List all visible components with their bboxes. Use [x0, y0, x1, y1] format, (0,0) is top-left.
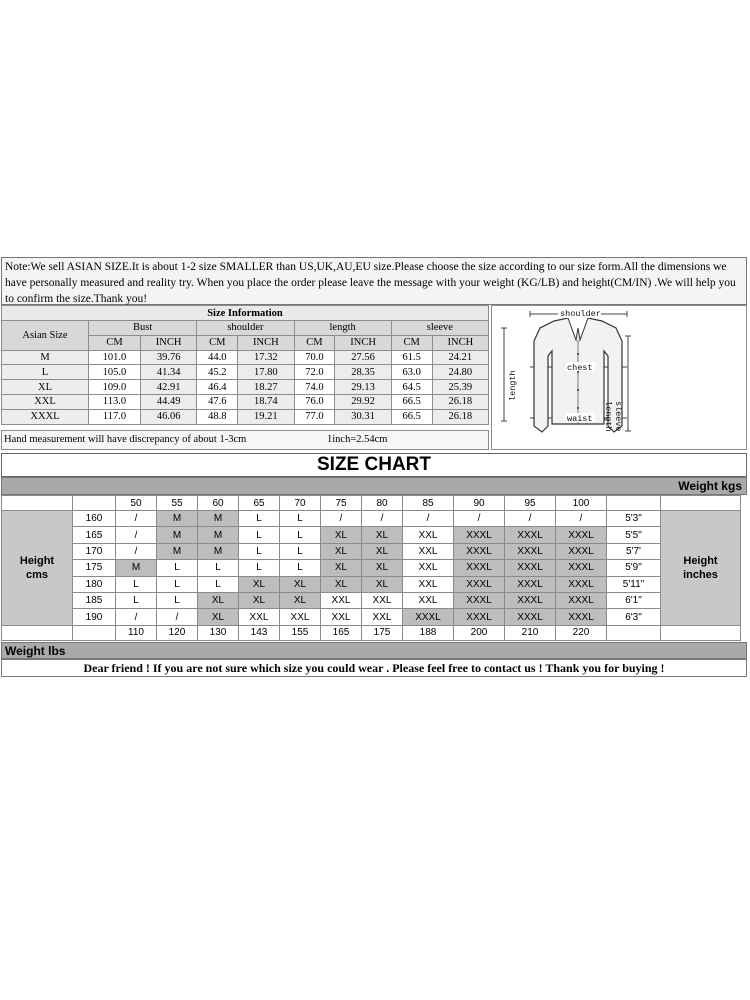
corner-cell — [607, 625, 661, 640]
weight-kg-header: 90 — [454, 496, 505, 511]
measurement-cell: 42.91 — [140, 380, 196, 395]
measurement-cell: 63.0 — [391, 365, 432, 380]
corner-cell — [2, 625, 73, 640]
measurement-cell: 28.35 — [335, 365, 391, 380]
size-cell: M — [198, 543, 239, 559]
measurement-cell: 24.21 — [432, 350, 488, 365]
size-cell: XXL — [403, 592, 454, 608]
height-cm-value: 180 — [73, 576, 116, 592]
weight-lbs-header: 188 — [403, 625, 454, 640]
size-chart-row — [2, 511, 741, 527]
measurement-cell: 19.21 — [238, 409, 294, 424]
height-inch-value: 6'3" — [607, 609, 661, 625]
size-cell: M — [157, 511, 198, 527]
size-cell: XXXL — [403, 609, 454, 625]
corner-cell — [607, 496, 661, 511]
height-cm-value: 185 — [73, 592, 116, 608]
size-cell: XXL — [403, 560, 454, 576]
size-cell: M — [157, 527, 198, 543]
size-info-row — [2, 380, 489, 395]
size-cell: XL — [280, 592, 321, 608]
corner-cell — [661, 625, 741, 640]
measurement-cell: 27.56 — [335, 350, 391, 365]
size-cell: XXL — [239, 609, 280, 625]
size-cell: L — [157, 592, 198, 608]
measurement-cell: 101.0 — [89, 350, 141, 365]
size-chart-title: SIZE CHART — [1, 453, 747, 477]
height-cm-value: 175 — [73, 560, 116, 576]
size-cell: XL — [321, 543, 362, 559]
measurement-cell: 39.76 — [140, 350, 196, 365]
size-cell: XXXL — [454, 576, 505, 592]
inch-conversion-note: 1inch=2.54cm — [327, 434, 388, 445]
size-cell: L — [280, 543, 321, 559]
size-info-row — [2, 350, 489, 365]
unit-header: INCH — [432, 335, 488, 350]
size-cell: XXXL — [454, 592, 505, 608]
size-cell: / — [505, 511, 556, 527]
weight-kg-header: 70 — [280, 496, 321, 511]
corner-cell — [661, 496, 741, 511]
height-inches-label — [661, 511, 741, 626]
weight-kg-header: 60 — [198, 496, 239, 511]
size-cell: L — [239, 511, 280, 527]
size-cell: L — [280, 527, 321, 543]
unit-header: CM — [294, 335, 335, 350]
weight-lbs-header: 220 — [556, 625, 607, 640]
size-info-title: Size Information — [2, 306, 489, 321]
size-cell: XXXL — [556, 560, 607, 576]
height-inch-value: 5'9" — [607, 560, 661, 576]
size-cell: / — [116, 543, 157, 559]
size-cell: XXL — [362, 592, 403, 608]
size-info-row — [2, 394, 489, 409]
size-cell: L — [198, 576, 239, 592]
measurement-note-bar — [1, 430, 489, 450]
size-label: M — [2, 350, 89, 365]
weight-lbs-header: 130 — [198, 625, 239, 640]
size-cell: XL — [239, 576, 280, 592]
size-label: XXXL — [2, 409, 89, 424]
size-cell: XXXL — [505, 592, 556, 608]
unit-header: CM — [89, 335, 141, 350]
height-cm-value: 160 — [73, 511, 116, 527]
size-cell: L — [157, 560, 198, 576]
sleeve-label: sleeve — [613, 401, 623, 432]
height-inch-value: 5'3" — [607, 511, 661, 527]
asian-size-header: Asian Size — [2, 321, 89, 351]
measurement-cell: 64.5 — [391, 380, 432, 395]
unit-header: CM — [197, 335, 238, 350]
size-chart-row — [2, 576, 741, 592]
height-inch-value: 6'1" — [607, 592, 661, 608]
size-cell: / — [454, 511, 505, 527]
weight-lbs-bar: Weight lbs — [1, 642, 747, 659]
size-note: Note:We sell ASIAN SIZE.It is about 1-2 size SMALLER than US,UK,AU,EU size.Please choose the size according to our size form.All the dimensions we have personally measured and reality try. When you place the order please leave the message with your weight (KG/LB) and height(CM/IN) .We will help you to confirm the size.Thank you! — [1, 257, 747, 305]
size-cell: L — [198, 560, 239, 576]
measurement-cell: 66.5 — [391, 409, 432, 424]
measurement-cell: 45.2 — [197, 365, 238, 380]
size-cell: XL — [198, 609, 239, 625]
size-cell: M — [198, 527, 239, 543]
size-cell: / — [116, 527, 157, 543]
size-cell: XXXL — [556, 609, 607, 625]
size-cell: / — [116, 609, 157, 625]
size-cell: XXXL — [454, 543, 505, 559]
size-cell: XXXL — [505, 560, 556, 576]
measurement-cell: 46.06 — [140, 409, 196, 424]
size-chart-row — [2, 560, 741, 576]
size-cell: XXXL — [505, 576, 556, 592]
measurement-cell: 61.5 — [391, 350, 432, 365]
size-cell: XL — [198, 592, 239, 608]
measurement-cell: 74.0 — [294, 380, 335, 395]
size-chart-row — [2, 592, 741, 608]
weight-lbs-header: 210 — [505, 625, 556, 640]
height-cms-line1: Height — [19, 554, 55, 567]
size-cell: / — [362, 511, 403, 527]
measurement-cell: 105.0 — [89, 365, 141, 380]
weight-kg-header: 95 — [505, 496, 556, 511]
size-cell: L — [116, 576, 157, 592]
size-cell: / — [157, 609, 198, 625]
measurement-cell: 29.13 — [335, 380, 391, 395]
size-cell: XXXL — [454, 560, 505, 576]
group-header-length: length — [294, 321, 391, 336]
size-chart-row — [2, 527, 741, 543]
height-inch-value: 5'7' — [607, 543, 661, 559]
size-cell: / — [321, 511, 362, 527]
sleeve-length-label: length — [603, 401, 613, 432]
size-chart-row — [2, 609, 741, 625]
unit-header: INCH — [140, 335, 196, 350]
weight-kg-header: 80 — [362, 496, 403, 511]
size-cell: L — [116, 592, 157, 608]
size-cell: M — [116, 560, 157, 576]
size-cell: L — [239, 560, 280, 576]
weight-kg-header: 85 — [403, 496, 454, 511]
shoulder-label: shoulder — [560, 309, 601, 319]
waist-label: waist — [567, 414, 593, 424]
size-chart-grid — [1, 495, 741, 641]
measurement-cell: 72.0 — [294, 365, 335, 380]
size-cell: L — [239, 527, 280, 543]
size-cell: XL — [321, 576, 362, 592]
weight-kg-header: 100 — [556, 496, 607, 511]
measurement-cell: 29.92 — [335, 394, 391, 409]
measurement-cell: 44.0 — [197, 350, 238, 365]
size-cell: XL — [362, 576, 403, 592]
size-cell: XXL — [321, 609, 362, 625]
size-info-row — [2, 365, 489, 380]
measurement-cell: 66.5 — [391, 394, 432, 409]
size-info-row — [2, 409, 489, 424]
measurement-cell: 18.27 — [238, 380, 294, 395]
corner-cell — [73, 625, 116, 640]
height-cms-label — [2, 511, 73, 626]
weight-lbs-header: 200 — [454, 625, 505, 640]
size-cell: XXL — [403, 576, 454, 592]
height-inch-value: 5'5" — [607, 527, 661, 543]
measurement-cell: 26.18 — [432, 409, 488, 424]
measurement-cell: 26.18 — [432, 394, 488, 409]
weight-lbs-header: 165 — [321, 625, 362, 640]
size-cell: XXL — [280, 609, 321, 625]
size-cell: L — [280, 511, 321, 527]
height-cm-value: 190 — [73, 609, 116, 625]
shirt-illustration — [492, 306, 746, 449]
size-cell: XXXL — [454, 609, 505, 625]
weight-lbs-header: 120 — [157, 625, 198, 640]
size-cell: XXXL — [505, 527, 556, 543]
size-cell: XXXL — [556, 576, 607, 592]
size-cell: XXL — [362, 609, 403, 625]
measurement-cell: 44.49 — [140, 394, 196, 409]
measurement-cell: 70.0 — [294, 350, 335, 365]
measurement-cell: 25.39 — [432, 380, 488, 395]
weight-kg-header: 65 — [239, 496, 280, 511]
measurement-cell: 48.8 — [197, 409, 238, 424]
measurement-cell: 18.74 — [238, 394, 294, 409]
group-header-bust: Bust — [89, 321, 197, 336]
weight-lbs-header: 143 — [239, 625, 280, 640]
size-chart-row — [2, 543, 741, 559]
measurement-cell: 117.0 — [89, 409, 141, 424]
height-cm-value: 165 — [73, 527, 116, 543]
height-cms-line2: cms — [25, 568, 49, 581]
weight-lbs-header: 155 — [280, 625, 321, 640]
size-cell: XL — [362, 543, 403, 559]
shirt-measurement-diagram — [491, 305, 747, 450]
measurement-cell: 113.0 — [89, 394, 141, 409]
size-cell: L — [157, 576, 198, 592]
size-cell: M — [198, 511, 239, 527]
size-label: L — [2, 365, 89, 380]
unit-header: CM — [391, 335, 432, 350]
height-cm-value: 170 — [73, 543, 116, 559]
length-label: length — [508, 370, 518, 401]
weight-lbs-row — [2, 625, 741, 640]
size-label: XXL — [2, 394, 89, 409]
size-information-table — [1, 305, 489, 425]
size-cell: XXL — [403, 543, 454, 559]
size-cell: XL — [362, 560, 403, 576]
measurement-cell: 30.31 — [335, 409, 391, 424]
size-cell: M — [157, 543, 198, 559]
height-inches-line1: Height — [683, 554, 718, 567]
size-cell: XXXL — [505, 609, 556, 625]
weight-kg-header: 75 — [321, 496, 362, 511]
measurement-cell: 41.34 — [140, 365, 196, 380]
size-cell: XXL — [321, 592, 362, 608]
hand-measurement-note: Hand measurement will have discrepancy of about 1-3cm — [4, 434, 247, 445]
unit-header: INCH — [335, 335, 391, 350]
measurement-cell: 77.0 — [294, 409, 335, 424]
weight-lbs-header: 110 — [116, 625, 157, 640]
size-cell: XXL — [403, 527, 454, 543]
measurement-cell: 109.0 — [89, 380, 141, 395]
size-cell: XXXL — [454, 527, 505, 543]
measurement-cell: 24.80 — [432, 365, 488, 380]
measurement-cell: 46.4 — [197, 380, 238, 395]
size-label: XL — [2, 380, 89, 395]
size-cell: XL — [321, 560, 362, 576]
weight-lbs-header: 175 — [362, 625, 403, 640]
contact-footer: Dear friend ! If you are not sure which size you could wear . Please feel free to contact us ! Thank you for buying ! — [1, 659, 747, 677]
size-cell: XXXL — [556, 543, 607, 559]
size-cell: / — [403, 511, 454, 527]
weight-kg-row — [2, 496, 741, 511]
size-cell: / — [556, 511, 607, 527]
weight-kgs-bar: Weight kgs — [1, 477, 747, 495]
size-cell: L — [280, 560, 321, 576]
group-header-shoulder: shoulder — [197, 321, 294, 336]
measurement-cell: 47.6 — [197, 394, 238, 409]
measurement-cell: 17.32 — [238, 350, 294, 365]
measurement-cell: 17.80 — [238, 365, 294, 380]
size-cell: XL — [280, 576, 321, 592]
corner-cell — [2, 496, 73, 511]
size-cell: / — [116, 511, 157, 527]
size-cell: XL — [362, 527, 403, 543]
size-cell: XXXL — [556, 592, 607, 608]
weight-kg-header: 55 — [157, 496, 198, 511]
chest-label: chest — [567, 363, 593, 373]
size-cell: XL — [239, 592, 280, 608]
size-cell: XL — [321, 527, 362, 543]
height-inch-value: 5'11" — [607, 576, 661, 592]
size-cell: L — [239, 543, 280, 559]
size-cell: XXXL — [505, 543, 556, 559]
group-header-sleeve: sleeve — [391, 321, 488, 336]
weight-kg-header: 50 — [116, 496, 157, 511]
measurement-cell: 76.0 — [294, 394, 335, 409]
unit-header: INCH — [238, 335, 294, 350]
size-cell: XXXL — [556, 527, 607, 543]
corner-cell — [73, 496, 116, 511]
height-inches-line2: inches — [683, 568, 718, 581]
